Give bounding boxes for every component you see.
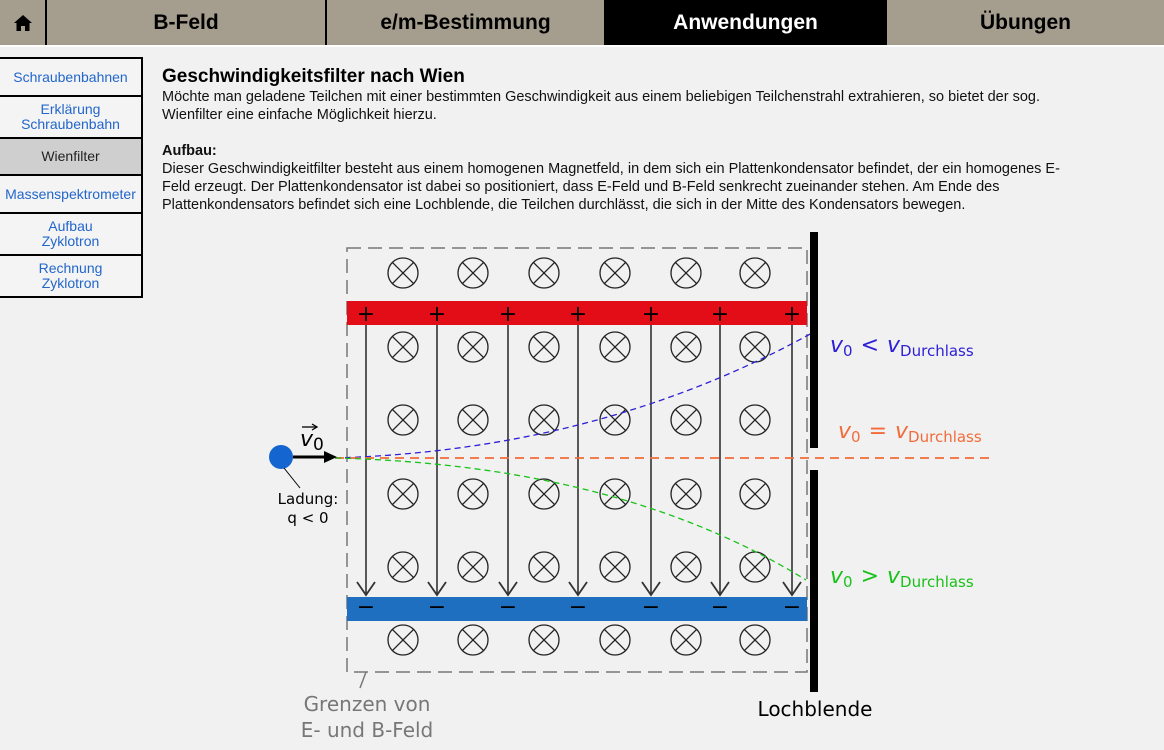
b-field-into-page-symbol	[529, 625, 559, 655]
sidebar-item-wienfilter[interactable]: Wienfilter	[0, 139, 143, 176]
sidebar	[0, 57, 143, 298]
tab-uebungen[interactable]: Übungen	[980, 10, 1071, 34]
minus-sign: −	[356, 595, 376, 620]
minus-sign: −	[710, 595, 730, 620]
plus-sign: +	[710, 302, 730, 327]
e-field-arrows	[357, 325, 801, 595]
minus-sign: −	[641, 595, 661, 620]
b-field-into-page-symbol	[388, 552, 418, 582]
main-content	[162, 66, 1082, 214]
label-equal: v0 = vDurchlass	[838, 419, 982, 446]
b-field-into-page-symbol	[388, 258, 418, 288]
home-button[interactable]	[0, 0, 47, 45]
charge-label-1: Ladung:	[277, 490, 339, 508]
minus-sign: −	[427, 595, 447, 620]
b-field-into-page-symbol	[740, 258, 770, 288]
b-field-into-page-symbol	[458, 405, 488, 435]
aperture-top	[810, 232, 818, 448]
b-field-into-page-symbol	[529, 479, 559, 509]
plus-sign: +	[641, 302, 661, 327]
aperture-label: Lochblende	[757, 697, 873, 721]
charge-label-2: q < 0	[287, 509, 329, 527]
tab-anwendungen[interactable]: Anwendungen	[606, 0, 887, 45]
sidebar-item-schraubenbahnen[interactable]: Schraubenbahnen	[0, 57, 143, 97]
minus-sign: −	[568, 595, 588, 620]
charged-particle	[269, 445, 293, 469]
boundary-label-2: E- und B-Feld	[300, 718, 434, 742]
label-slow: v0 < vDurchlass	[830, 333, 974, 360]
intro-paragraph: Möchte man geladene Teilchen mit einer bestimmten Geschwindigkeit aus einem beliebigen Teilchenstrahl extrahieren, so bietet der sog. Wienfilter eine einfache Möglichkeit hierzu.	[162, 89, 1041, 123]
b-field-into-page-symbol	[388, 405, 418, 435]
nav-divider	[0, 45, 1164, 47]
aufbau-paragraph: Dieser Geschwindigkeitfilter besteht aus einem homogenen Magnetfeld, in dem sich ein Plattenkondensator befindet, der ein homogenes E-Feld erzeugt. Der Plattenkondensator ist dabei so positioniert, dass E-Feld und B-Feld senkrecht zueinander stehen. Am Ende des Plattenkondensators befindet sich eine Lochblende, die Teilchen durchlässt, die sich in der Mitte des Kondensators bewegen.	[162, 161, 1060, 213]
b-field-into-page-symbol	[671, 258, 701, 288]
sidebar-item-massenspektrometer[interactable]: Massenspektrometer	[0, 176, 143, 214]
top-navigation	[0, 0, 1164, 45]
b-field-into-page-symbol	[458, 552, 488, 582]
b-field-into-page-symbol	[671, 552, 701, 582]
b-field-into-page-symbol	[600, 332, 630, 362]
b-field-into-page-symbol	[529, 552, 559, 582]
aperture-bottom	[810, 470, 818, 692]
b-field-into-page-symbol	[529, 258, 559, 288]
minus-sign: −	[782, 595, 802, 620]
b-field-into-page-symbol	[671, 332, 701, 362]
wien-filter-diagram	[240, 228, 1000, 745]
aufbau-heading: Aufbau:	[162, 143, 217, 159]
tab-em-bestimmung[interactable]: e/m-Bestimmung	[327, 0, 606, 45]
b-field-into-page-symbol	[740, 405, 770, 435]
charge-pointer	[284, 468, 300, 488]
b-field-into-page-symbol	[740, 625, 770, 655]
label-fast: v0 > vDurchlass	[830, 564, 974, 591]
b-field-into-page-symbol	[671, 479, 701, 509]
velocity-arrow-head	[324, 451, 337, 463]
b-field-into-page-symbol	[529, 332, 559, 362]
home-icon	[13, 14, 33, 32]
b-field-into-page-symbol	[388, 625, 418, 655]
b-field-into-page-symbol	[600, 625, 630, 655]
boundary-pointer	[360, 672, 366, 688]
b-field-into-page-symbol	[388, 479, 418, 509]
b-field-into-page-symbol	[600, 258, 630, 288]
plus-sign: +	[782, 302, 802, 327]
sidebar-item-rechnung-zyklotron[interactable]: Rechnung Zyklotron	[0, 256, 143, 298]
b-field-into-page-symbol	[600, 552, 630, 582]
b-field-into-page-symbol	[671, 625, 701, 655]
minus-sign: −	[498, 595, 518, 620]
b-field-into-page-symbol	[600, 405, 630, 435]
plus-sign: +	[427, 302, 447, 327]
b-field-into-page-symbol	[458, 258, 488, 288]
b-field-into-page-symbol	[458, 625, 488, 655]
velocity-label: v0	[300, 427, 324, 455]
b-field-into-page-symbol	[388, 332, 418, 362]
wien-filter-svg	[240, 228, 1000, 745]
b-field-into-page-symbol	[458, 332, 488, 362]
plus-sign: +	[356, 302, 376, 327]
tab-b-feld[interactable]: B-Feld	[47, 0, 327, 45]
sidebar-item-aufbau-zyklotron[interactable]: Aufbau Zyklotron	[0, 214, 143, 256]
b-field-into-page-symbol	[458, 479, 488, 509]
page-title: Geschwindigkeitsfilter nach Wien	[162, 66, 465, 87]
plus-sign: +	[498, 302, 518, 327]
b-field-into-page-symbol	[740, 479, 770, 509]
b-field-into-page-symbol	[671, 405, 701, 435]
sidebar-item-erklaerung-schraubenbahn[interactable]: Erklärung Schraubenbahn	[0, 97, 143, 139]
boundary-label-1: Grenzen von	[303, 692, 431, 716]
plus-sign: +	[568, 302, 588, 327]
